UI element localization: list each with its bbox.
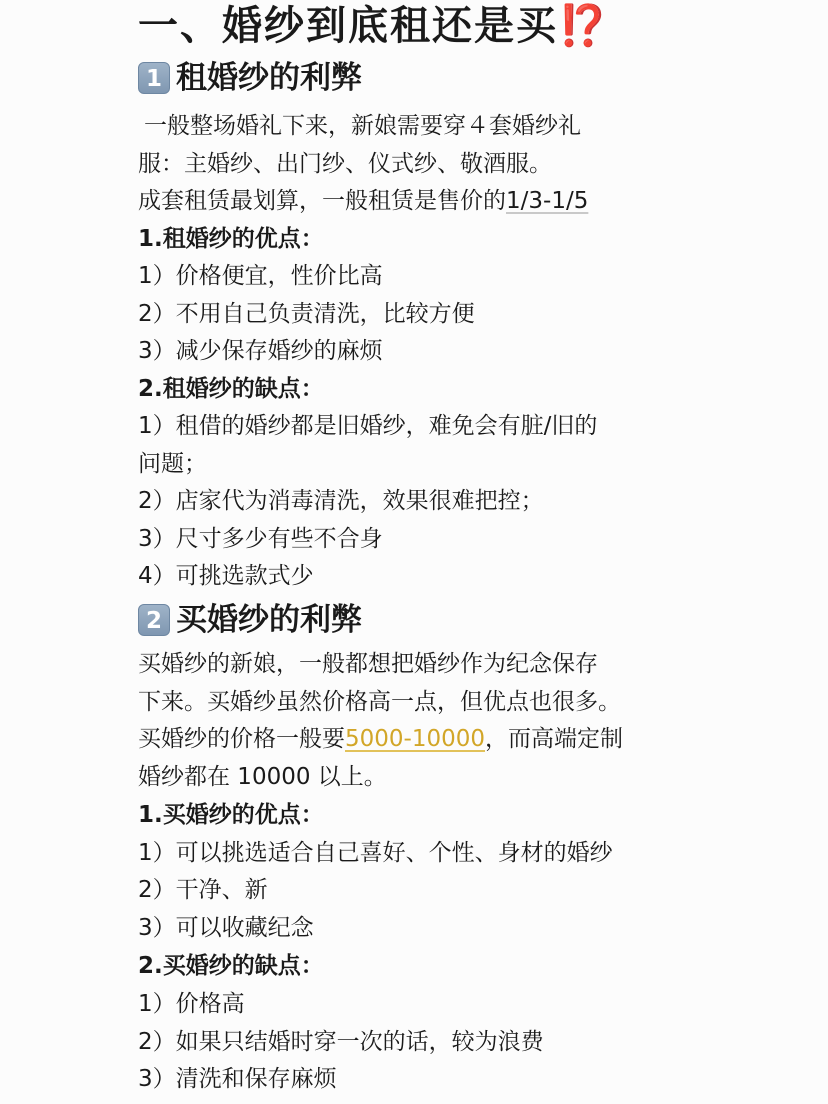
subheading-pros: 1.租婚纱的优点： [138, 226, 324, 252]
keycap-one-icon: 1 [138, 62, 170, 94]
paragraph-line: 下来。买婚纱虽然价格高一点，但优点也很多。 [138, 689, 621, 715]
paragraph-text: 买婚纱的价格一般要 [138, 726, 345, 752]
paragraph-line: 一般整场婚礼下来，新娘需要穿４套婚纱礼 [144, 113, 581, 139]
ratio-highlight: 1/3-1/5 [506, 188, 589, 214]
keycap-two-icon: 2 [138, 604, 170, 636]
section-heading-buy [138, 598, 362, 642]
paragraph-line: 服：主婚纱、出门纱、仪式纱、敬酒服。 [138, 151, 552, 177]
section-heading-text: 租婚纱的利弊 [176, 60, 362, 96]
paragraph-text: ，而高端定制 [485, 726, 623, 752]
subheading-pros: 1.买婚纱的优点： [138, 802, 324, 828]
page-title-text: 一、婚纱到底租还是买 [138, 3, 558, 49]
section-heading-text: 买婚纱的利弊 [176, 602, 362, 638]
list-item: 4）可挑选款式少 [138, 563, 314, 589]
paragraph-line: 买婚纱的新娘，一般都想把婚纱作为纪念保存 [138, 651, 598, 677]
exclamation-question-icon: ⁉️ [558, 3, 610, 49]
paragraph-line: 婚纱都在 10000 以上。 [138, 764, 387, 790]
section-heading-rent [138, 56, 362, 100]
list-item: 3）减少保存婚纱的麻烦 [138, 338, 383, 364]
list-item: 2）不用自己负责清洗，比较方便 [138, 301, 475, 327]
list-item: 1）价格高 [138, 991, 245, 1017]
list-item: 3）可以收藏纪念 [138, 915, 314, 941]
list-item: 1）租借的婚纱都是旧婚纱，难免会有脏/旧的 [138, 413, 598, 439]
list-item: 2）如果只结婚时穿一次的话，较为浪费 [138, 1029, 544, 1055]
list-item: 2）干净、新 [138, 877, 268, 903]
list-item: 1）价格便宜，性价比高 [138, 263, 383, 289]
subheading-cons: 2.买婚纱的缺点： [138, 953, 324, 979]
list-item: 1）可以挑选适合自己喜好、个性、身材的婚纱 [138, 840, 613, 866]
price-range-highlight: 5000-10000 [345, 726, 485, 752]
paragraph-line [138, 722, 623, 756]
subheading-cons: 2.租婚纱的缺点： [138, 376, 324, 402]
paragraph-line [138, 184, 588, 218]
paragraph-text: 成套租赁最划算，一般租赁是售价的 [138, 188, 506, 214]
list-item: 3）清洗和保存麻烦 [138, 1066, 337, 1092]
list-item: 问题； [138, 451, 207, 477]
list-item: 2）店家代为消毒清洗，效果很难把控； [138, 488, 544, 514]
list-item: 3）尺寸多少有些不合身 [138, 526, 383, 552]
page-title [138, 2, 610, 50]
